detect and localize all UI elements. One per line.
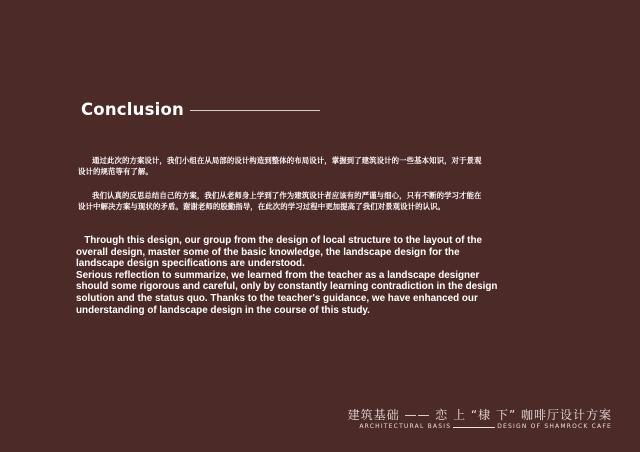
english-line: solution and the status quo. Thanks to the teacher's guidance, we have enhanced our (76, 292, 478, 304)
footer-divider (453, 427, 495, 428)
english-line: should some rigorous and careful, only by constantly learning contradiction in the design (76, 281, 498, 293)
chinese-paragraph-1-line-2: 设计的规范等有了解。 (78, 167, 153, 176)
english-paragraph (76, 235, 556, 316)
footer-chinese-title: 建筑基础 —— 恋 上 “棣 下” 咖啡厅设计方案 (347, 408, 612, 422)
english-line: understanding of landscape design in the course of this study. (76, 304, 370, 316)
conclusion-heading (81, 100, 320, 119)
english-line: landscape design specifications are understood. (76, 258, 305, 270)
chinese-paragraph-2 (78, 190, 578, 212)
english-line: overall design, master some of the basic knowledge, the landscape design for the (76, 246, 460, 258)
page-title: Conclusion (81, 100, 184, 119)
english-line: Through this design, our group from the design of local structure to the layout of the (76, 235, 482, 246)
chinese-paragraph-1-line-1: 通过此次的方案设计，我们小组在从局部的设计构造到整体的布局设计，掌握到了建筑设计的一些基本知识，对于景观 (92, 156, 482, 165)
footer-english-left: ARCHITECTURAL BASIS (359, 423, 452, 430)
chinese-paragraph-1 (78, 155, 578, 177)
footer-english-right: DESIGN OF SHAMROCK CAFE (497, 423, 612, 430)
chinese-paragraph-2-line-2: 设计中解决方案与现状的矛盾。谢谢老师的股勤指导，在此次的学习过程中更加提高了我们对景观设计的认识。 (78, 202, 446, 211)
title-divider (190, 110, 320, 111)
footer-english-title (348, 423, 612, 431)
footer-branding (348, 408, 612, 431)
chinese-paragraph-2-line-1: 我们认真的反思总结自己的方案，我们从老师身上学到了作为建筑设计者应该有的严谨与细心，只有不断的学习才能在 (92, 191, 482, 200)
english-line: Serious reflection to summarize, we learned from the teacher as a landscape designer (76, 269, 480, 281)
